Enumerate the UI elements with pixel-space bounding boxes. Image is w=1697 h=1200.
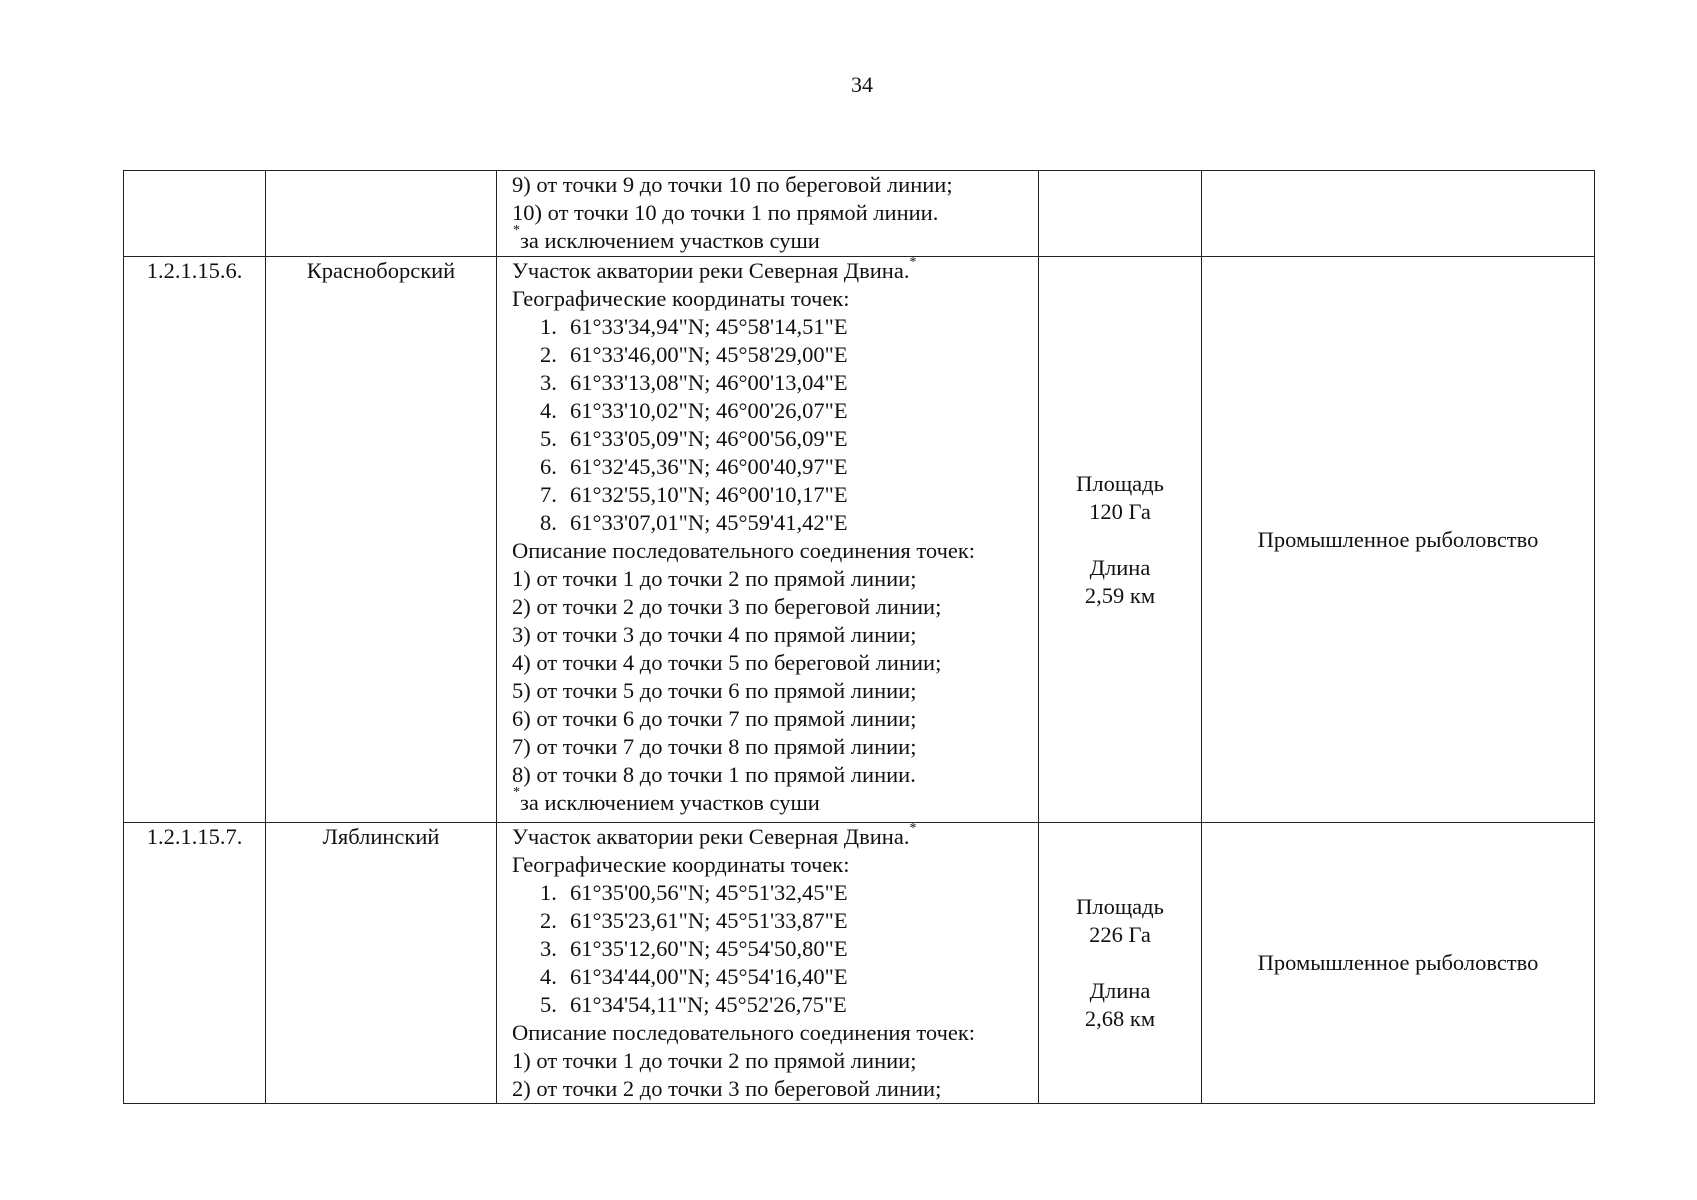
- district-cell: [266, 171, 497, 257]
- connection-heading: Описание последовательного соединения точек:: [512, 1020, 976, 1045]
- footnote-mark: *: [513, 222, 520, 238]
- row-number-cell: [124, 171, 266, 257]
- connection-line: 10) от точки 10 до точки 1 по прямой линии.: [512, 200, 939, 225]
- coordinate-item: 2. 61°35'23,61"N; 45°51'33,87"E: [540, 908, 848, 933]
- connection-line: 1) от точки 1 до точки 2 по прямой линии;: [512, 1048, 917, 1073]
- description-cell: [497, 254, 1039, 823]
- length-value: 2,68 км: [1084, 1006, 1156, 1031]
- connection-line: 4) от точки 4 до точки 5 по береговой линии;: [512, 650, 942, 675]
- coordinate-item: 5. 61°33'05,09"N; 46°00'56,09"E: [540, 426, 848, 451]
- table-row: [124, 171, 1595, 257]
- footnote-mark: *: [513, 784, 520, 800]
- connection-line: 2) от точки 2 до точки 3 по береговой линии;: [512, 1076, 942, 1101]
- connection-line: 1) от точки 1 до точки 2 по прямой линии;: [512, 566, 917, 591]
- length-label: Длина: [1089, 554, 1151, 580]
- coordinate-item: 5. 61°34'54,11"N; 45°52'26,75"E: [540, 992, 847, 1017]
- usage-cell: Промышленное рыболовство: [1202, 823, 1595, 1104]
- coordinate-item: 6. 61°32'45,36"N; 46°00'40,97"E: [540, 454, 848, 479]
- parameters-cell: [1039, 823, 1202, 1104]
- connection-line: 7) от точки 7 до точки 8 по прямой линии;: [512, 734, 917, 759]
- coordinate-item: 3. 61°33'13,08"N; 46°00'13,04"E: [540, 370, 848, 395]
- footnote: *за исключением участков суши: [513, 784, 820, 815]
- district-cell: Ляблинский: [266, 823, 497, 1104]
- coordinate-list: [512, 879, 1034, 1019]
- length-value: 2,59 км: [1084, 582, 1156, 608]
- parameters-cell: [1039, 257, 1202, 823]
- table-row: [124, 823, 1595, 1104]
- coordinate-item: 4. 61°33'10,02"N; 46°00'26,07"E: [540, 398, 848, 423]
- page-number: 34: [851, 72, 873, 97]
- coordinate-item: 1. 61°33'34,94"N; 45°58'14,51"E: [540, 314, 848, 339]
- footnote-mark: *: [909, 254, 917, 270]
- area-title: Участок акватории реки Северная Двина.*: [512, 820, 917, 849]
- area-value: 226 Га: [1089, 922, 1151, 947]
- area-title: Участок акватории реки Северная Двина.*: [512, 254, 917, 283]
- connection-line: 9) от точки 9 до точки 10 по береговой линии;: [512, 172, 953, 197]
- area-value: 120 Га: [1089, 498, 1151, 524]
- district-cell: Красноборский: [266, 257, 497, 823]
- footnote-mark: *: [909, 820, 917, 836]
- coordinate-item: 7. 61°32'55,10"N; 46°00'10,17"E: [540, 482, 848, 507]
- coordinate-item: 3. 61°35'12,60"N; 45°54'50,80"E: [540, 936, 848, 961]
- connection-heading: Описание последовательного соединения точек:: [512, 538, 976, 563]
- table-row: [124, 257, 1595, 823]
- row-number-cell: 1.2.1.15.6.: [124, 257, 266, 823]
- coordinate-list: [512, 313, 1034, 537]
- length-label: Длина: [1089, 978, 1151, 1003]
- connection-line: 2) от точки 2 до точки 3 по береговой линии;: [512, 594, 942, 619]
- row-number-cell: 1.2.1.15.7.: [124, 823, 266, 1104]
- footnote: *за исключением участков суши: [513, 222, 820, 253]
- usage-cell: [1202, 171, 1595, 257]
- connection-line: 5) от точки 5 до точки 6 по прямой линии;: [512, 678, 917, 703]
- connection-line: 3) от точки 3 до точки 4 по прямой линии;: [512, 622, 917, 647]
- coords-heading: Географические координаты точек:: [512, 286, 850, 311]
- area-label: Площадь: [1076, 470, 1164, 496]
- parameters-cell: [1039, 171, 1202, 257]
- connection-line: 6) от точки 6 до точки 7 по прямой линии;: [512, 706, 917, 731]
- description-cell: [497, 171, 1039, 257]
- coords-heading: Географические координаты точек:: [512, 852, 850, 877]
- fishing-areas-table: [123, 170, 1595, 1104]
- coordinate-item: 4. 61°34'44,00"N; 45°54'16,40"E: [540, 964, 848, 989]
- coordinate-item: 8. 61°33'07,01"N; 45°59'41,42"E: [540, 510, 848, 535]
- description-cell: [497, 820, 1039, 1104]
- coordinate-item: 1. 61°35'00,56"N; 45°51'32,45"E: [540, 880, 848, 905]
- area-label: Площадь: [1076, 894, 1164, 919]
- coordinate-item: 2. 61°33'46,00"N; 45°58'29,00"E: [540, 342, 848, 367]
- usage-cell: Промышленное рыболовство: [1202, 257, 1595, 823]
- connection-line: 8) от точки 8 до точки 1 по прямой линии.: [512, 762, 916, 787]
